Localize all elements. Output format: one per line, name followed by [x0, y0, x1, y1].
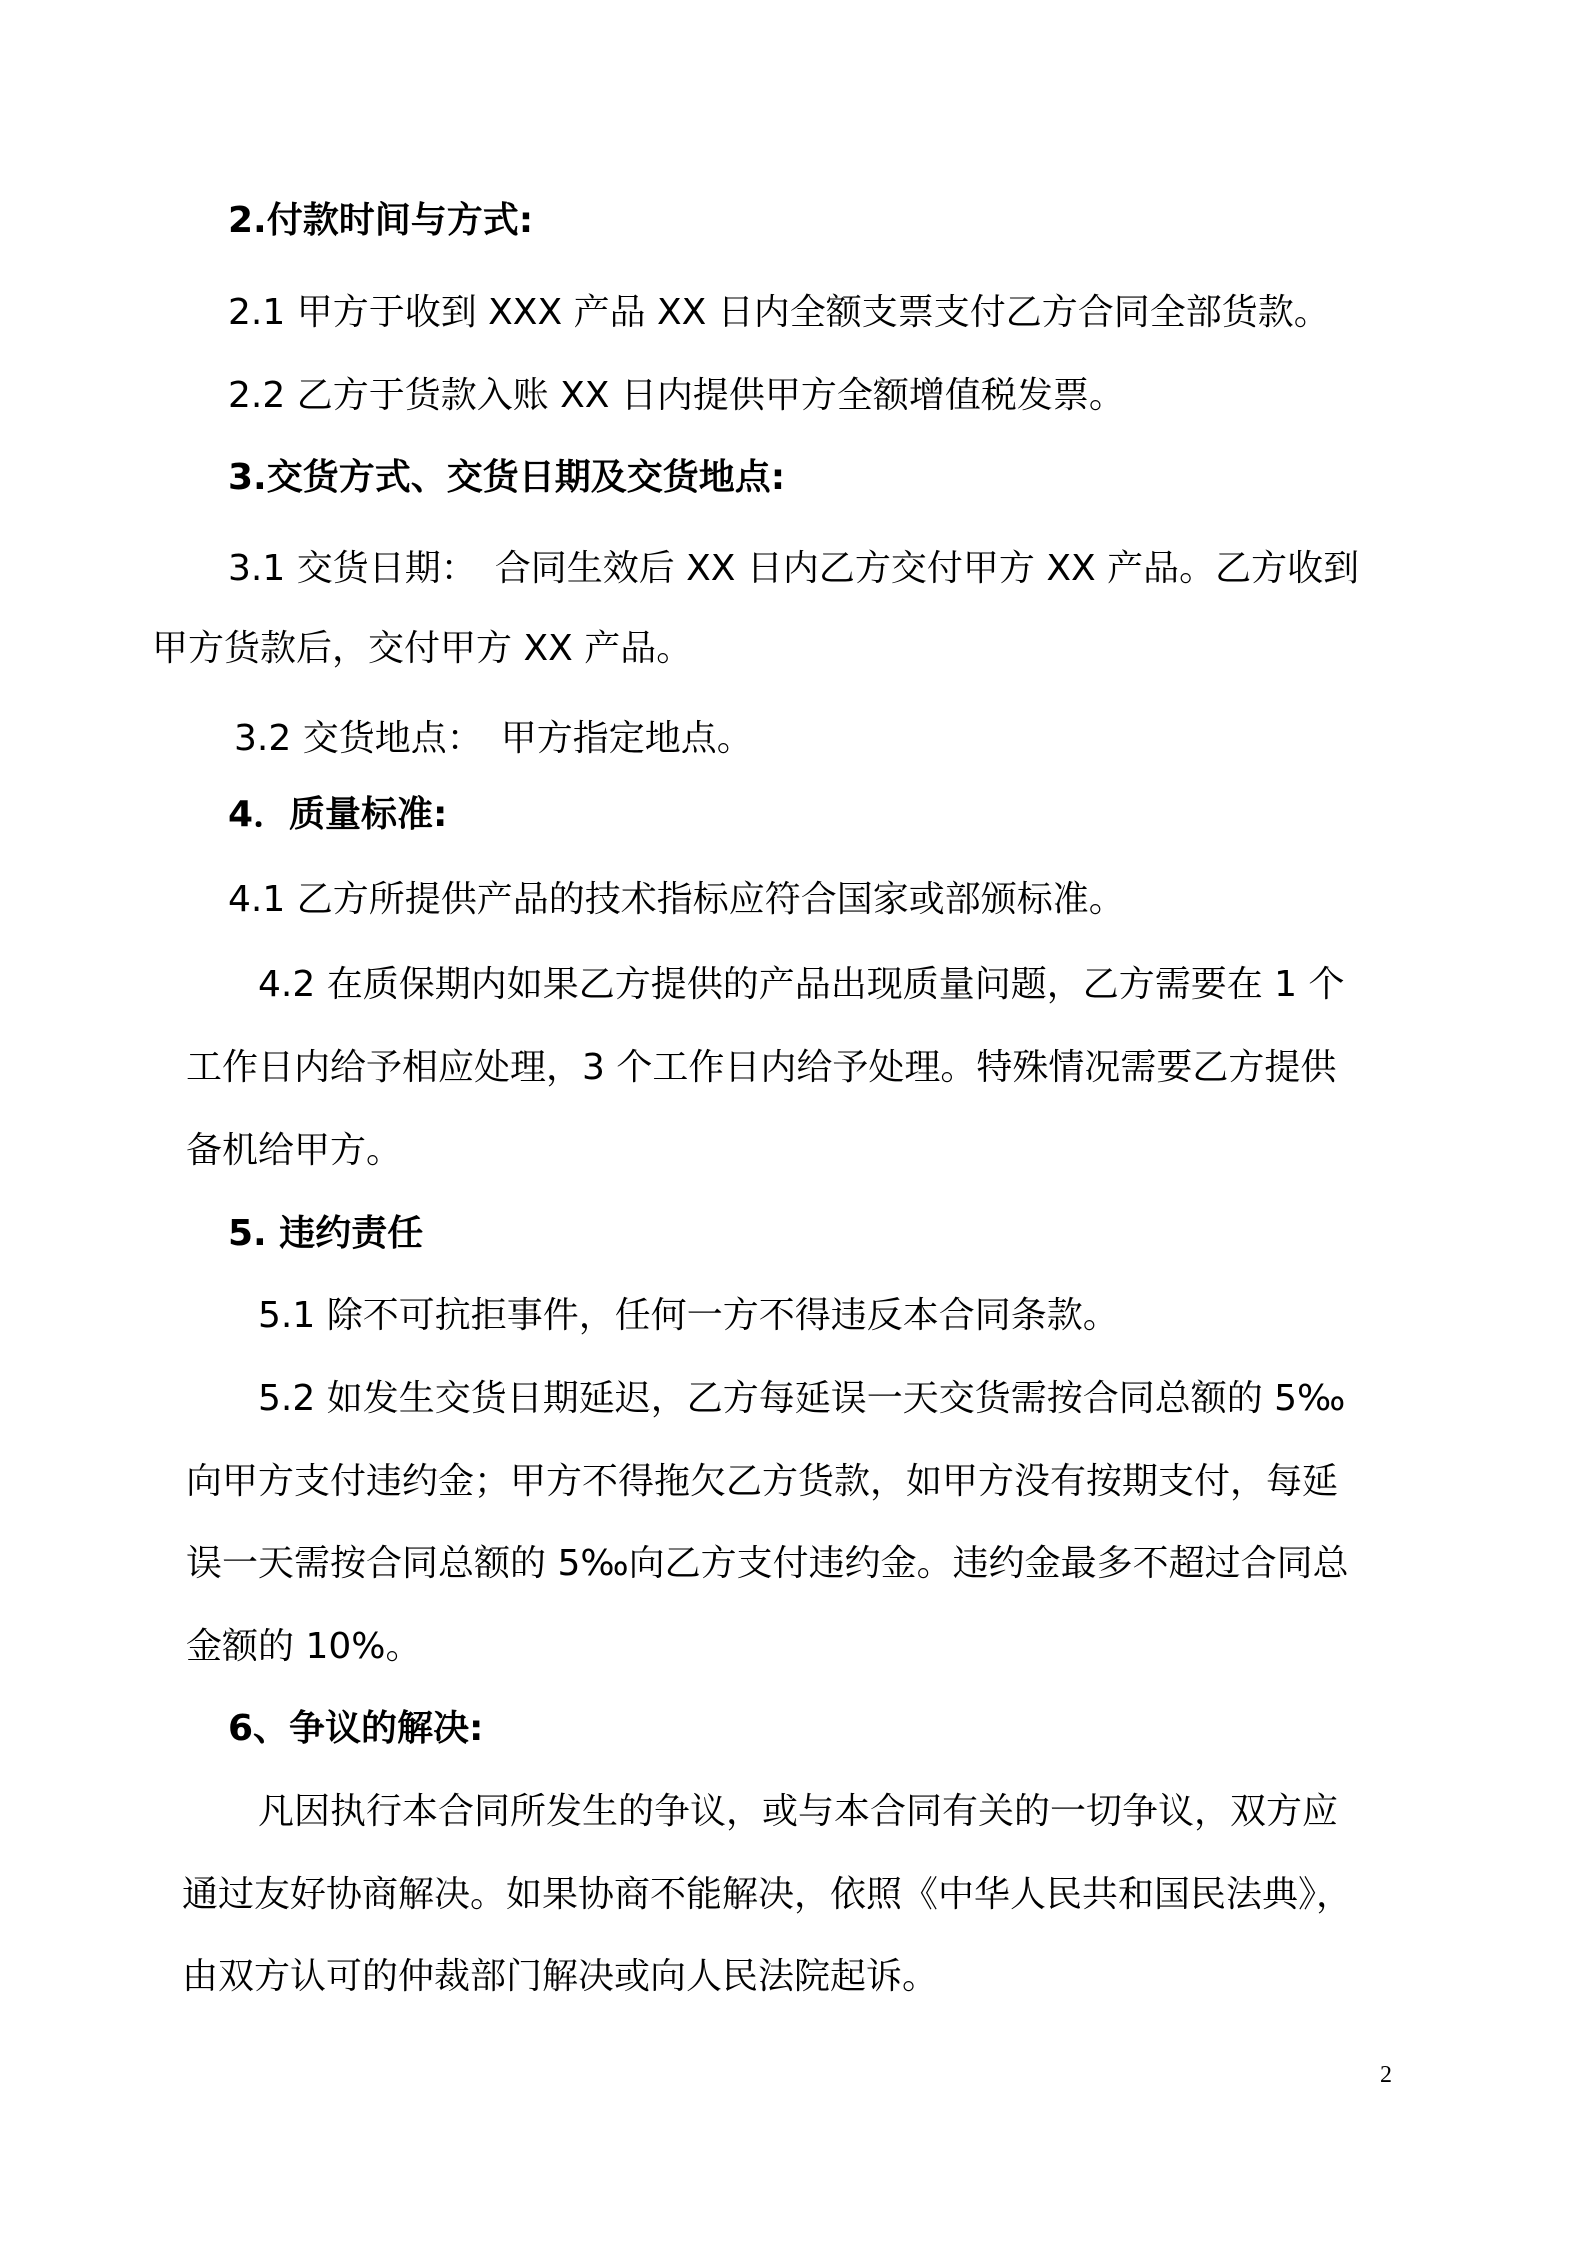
- clause-3-1-line-2: 甲方货款后，交付甲方 XX 产品。: [152, 628, 693, 669]
- page-number: 2: [1380, 2062, 1392, 2088]
- section-heading-payment: 2.付款时间与方式:: [228, 200, 534, 241]
- clause-5-1: 5.1 除不可抗拒事件，任何一方不得违反本合同条款。: [258, 1295, 1119, 1336]
- clause-3-1-line-1: 3.1 交货日期： 合同生效后 XX 日内乙方交付甲方 XX 产品。乙方收到: [228, 548, 1360, 589]
- clause-3-2: 3.2 交货地点： 甲方指定地点。: [234, 718, 753, 759]
- section-heading-quality: 4．质量标准:: [228, 794, 448, 835]
- clause-2-2: 2.2 乙方于货款入账 XX 日内提供甲方全额增值税发票。: [228, 375, 1125, 416]
- clause-4-2-line-1: 4.2 在质保期内如果乙方提供的产品出现质量问题，乙方需要在 1 个: [258, 964, 1345, 1005]
- clause-5-2-line-2: 向甲方支付违约金；甲方不得拖欠乙方货款，如甲方没有按期支付，每延: [186, 1461, 1339, 1502]
- clause-6-line-3: 由双方认可的仲裁部门解决或向人民法院起诉。: [182, 1956, 939, 1997]
- clause-2-1: 2.1 甲方于收到 XXX 产品 XX 日内全额支票支付乙方合同全部货款。: [228, 292, 1330, 333]
- clause-6-line-2: 通过友好协商解决。如果协商不能解决，依照《中华人民共和国民法典》，: [182, 1874, 1353, 1915]
- section-heading-delivery: 3.交货方式、交货日期及交货地点:: [228, 457, 786, 498]
- clause-5-2-line-1: 5.2 如发生交货日期延迟，乙方每延误一天交货需按合同总额的 5‰: [258, 1378, 1346, 1419]
- clause-4-2-line-2: 工作日内给予相应处理，3 个工作日内给予处理。特殊情况需要乙方提供: [186, 1047, 1337, 1088]
- clause-4-1: 4.1 乙方所提供产品的技术指标应符合国家或部颁标准。: [228, 879, 1125, 920]
- clause-6-line-1: 凡因执行本合同所发生的争议，或与本合同有关的一切争议，双方应: [258, 1791, 1339, 1832]
- clause-5-2-line-4: 金额的 10%。: [186, 1626, 422, 1667]
- section-heading-liability: 5. 违约责任: [228, 1213, 424, 1254]
- clause-5-2-line-3: 误一天需按合同总额的 5‰向乙方支付违约金。违约金最多不超过合同总: [186, 1543, 1349, 1584]
- section-heading-dispute: 6、争议的解决:: [228, 1708, 484, 1749]
- clause-4-2-line-3: 备机给甲方。: [186, 1130, 403, 1171]
